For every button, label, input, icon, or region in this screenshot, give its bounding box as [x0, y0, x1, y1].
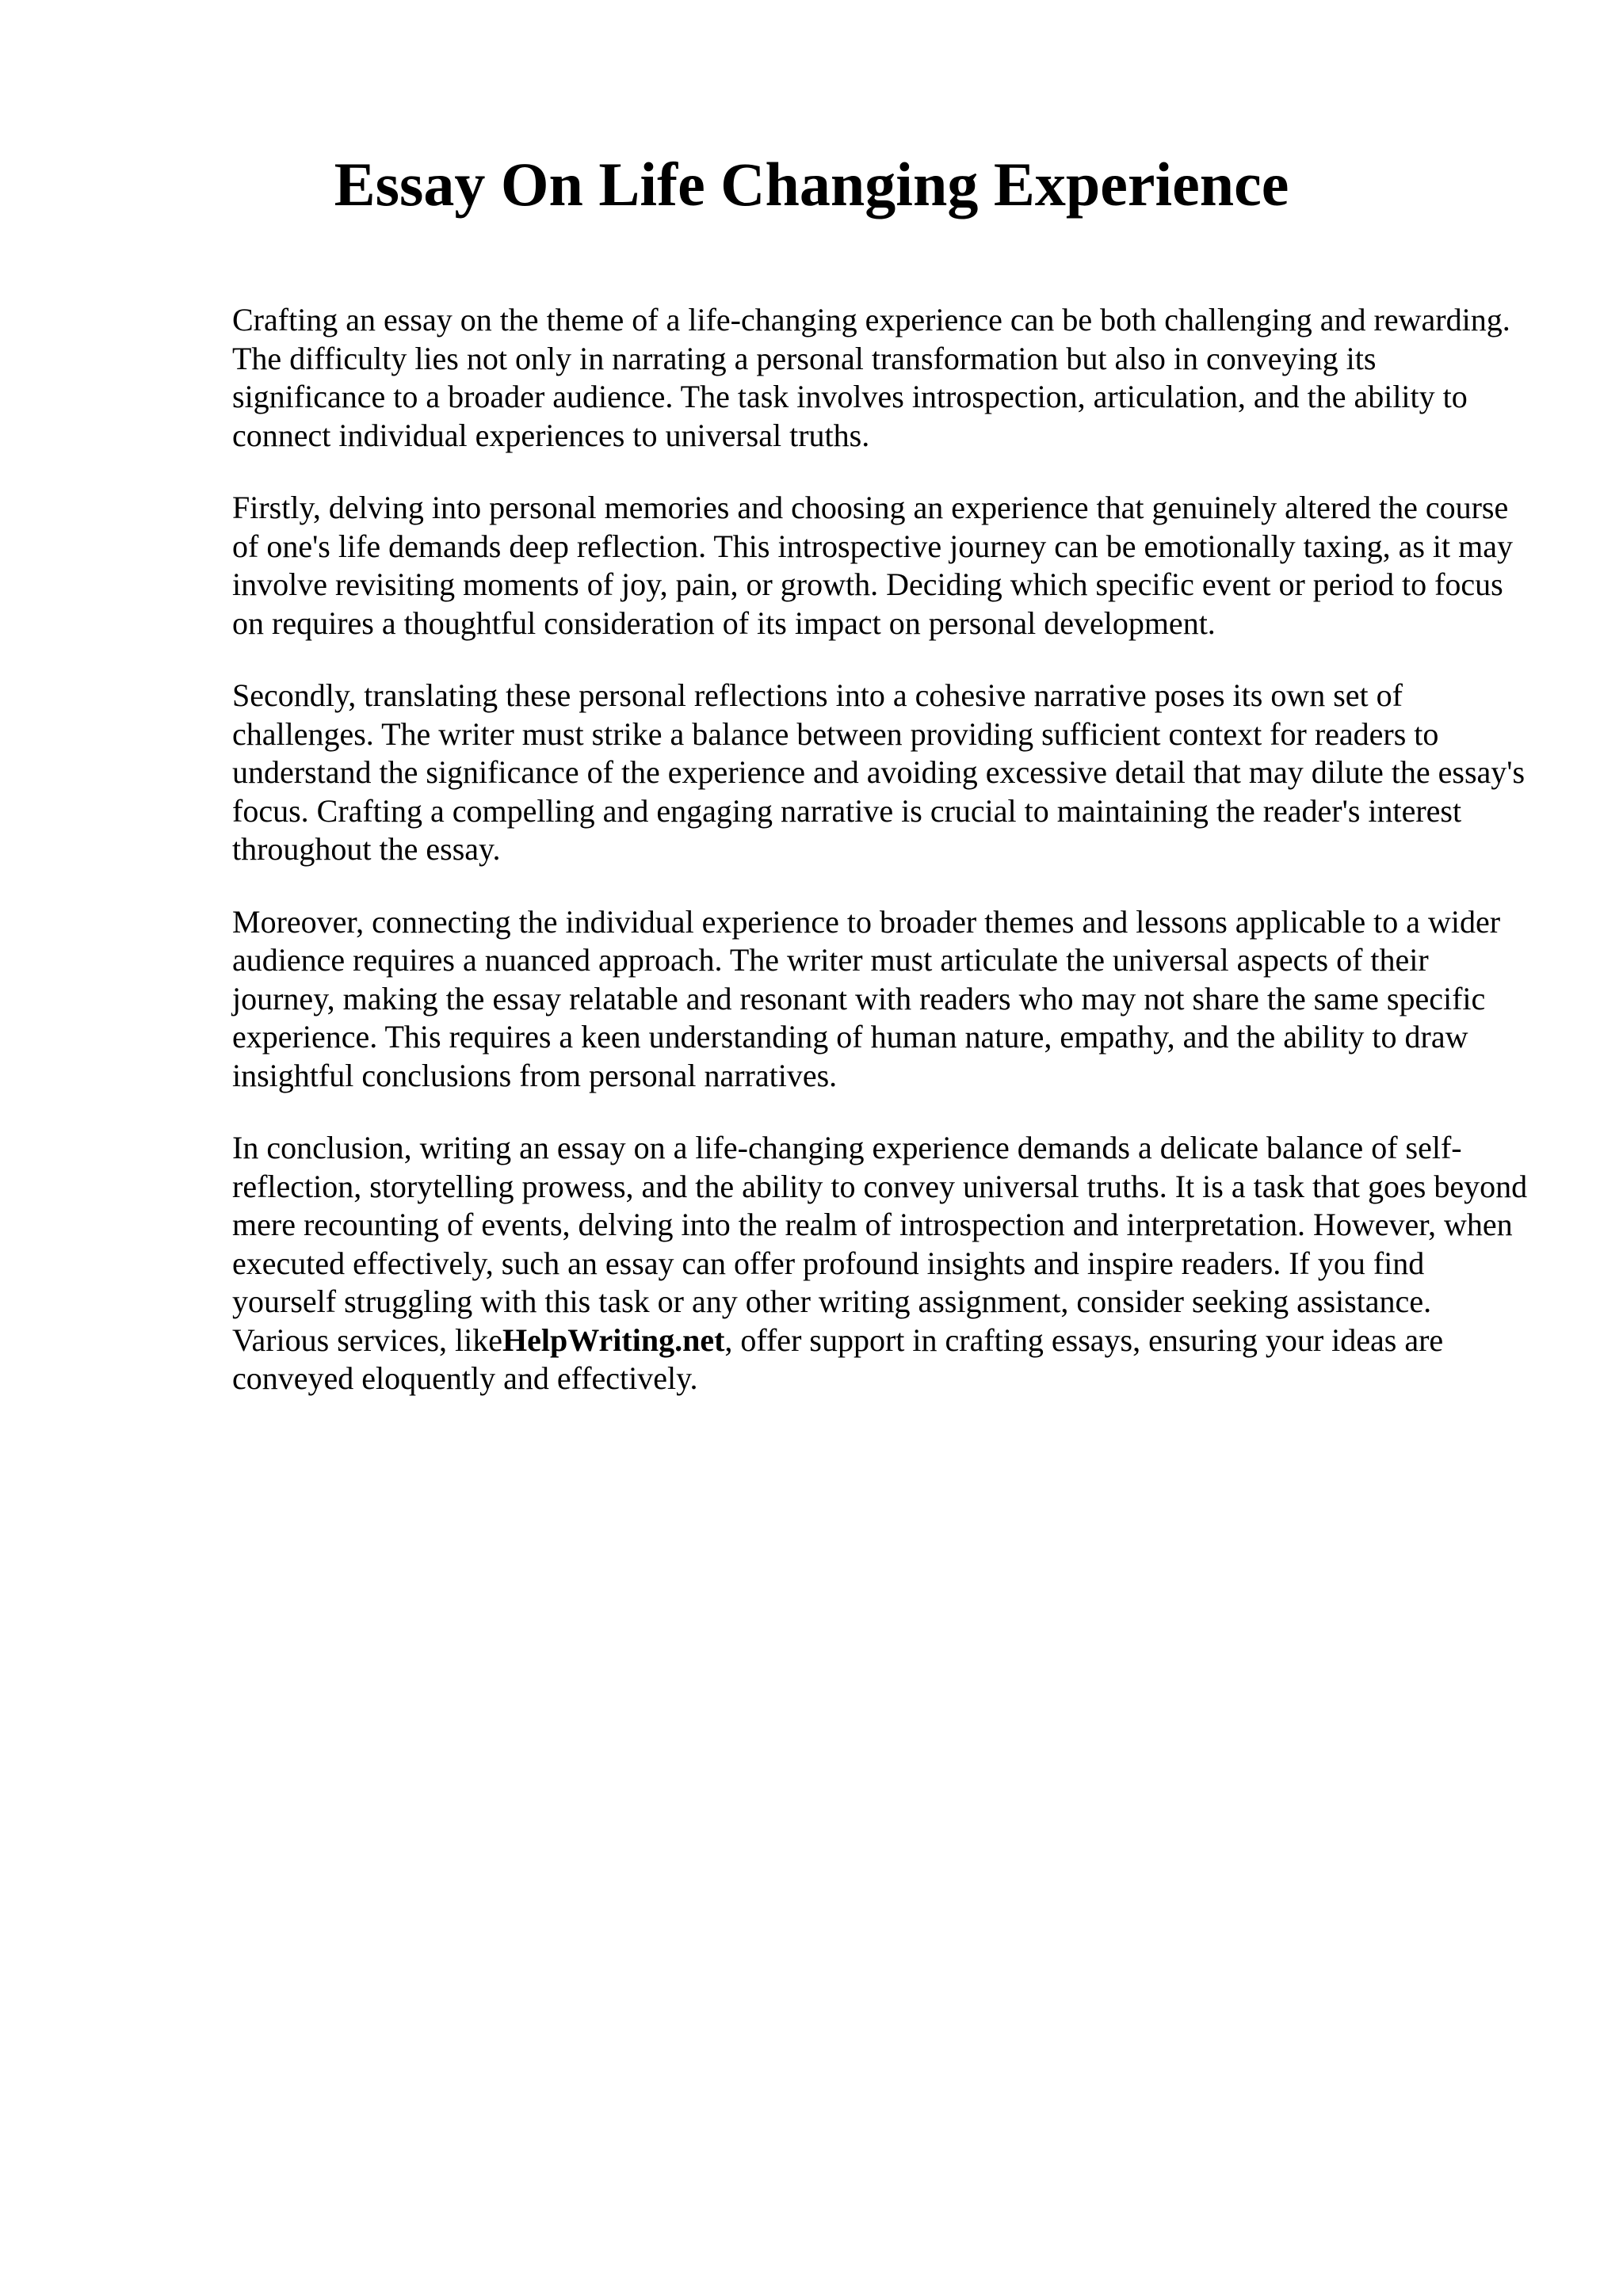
- helpwriting-link[interactable]: HelpWriting.net: [502, 1322, 725, 1358]
- page-title: Essay On Life Changing Experience: [334, 150, 1289, 219]
- essay-body: [232, 301, 1532, 1432]
- paragraph-secondly: Secondly, translating these personal reflections into a cohesive narrative poses its own set of challenges. The writer must strike a balance between providing sufficient context for readers to understand the significance of the experience and avoiding excessive detail that may dilute the essay's focus. Crafting a compelling and engaging narrative is crucial to maintaining the reader's interest throughout the essay.: [232, 677, 1526, 867]
- paragraph-intro: Crafting an essay on the theme of a life-changing experience can be both challenging and rewarding. The difficulty lies not only in narrating a personal transformation but also in conveying its significance to a broader audience. The task involves introspection, articulation, and the ability to connect individual experiences to universal truths.: [232, 302, 1510, 453]
- paragraph-conclusion: [232, 1129, 1532, 1398]
- conclusion-text: In conclusion, writing an essay on a life-changing experience demands a delicate balance of self-reflection, storytelling prowess, and the ability to convey universal truths. It is a task that goes beyond mere recounting of events, delving into the realm of introspection and interpretation. However, when executed effectively, such an essay can offer profound insights and inspire readers. If you find yourself struggling with this task or any other writing assignment, consider seeking assistance. Various services, like: [232, 1130, 1528, 1358]
- conclusion-text-end: , offer support in crafting essays, ensuring your ideas are conveyed eloquently and effectively.: [232, 1322, 1444, 1396]
- paragraph-moreover: Moreover, connecting the individual experience to broader themes and lessons applicable to a wider audience requires a nuanced approach. The writer must articulate the universal aspects of their journey, making the essay relatable and resonant with readers who may not share the same specific experience. This requires a keen understanding of human nature, empathy, and the ability to draw insightful conclusions from personal narratives.: [232, 903, 1501, 1093]
- paragraph-firstly: Firstly, delving into personal memories and choosing an experience that genuinely altered the course of one's life demands deep reflection. This introspective journey can be emotionally taxing, as it may involve revisiting moments of joy, pain, or growth. Deciding which specific event or period to focus on requires a thoughtful consideration of its impact on personal development.: [232, 490, 1513, 641]
